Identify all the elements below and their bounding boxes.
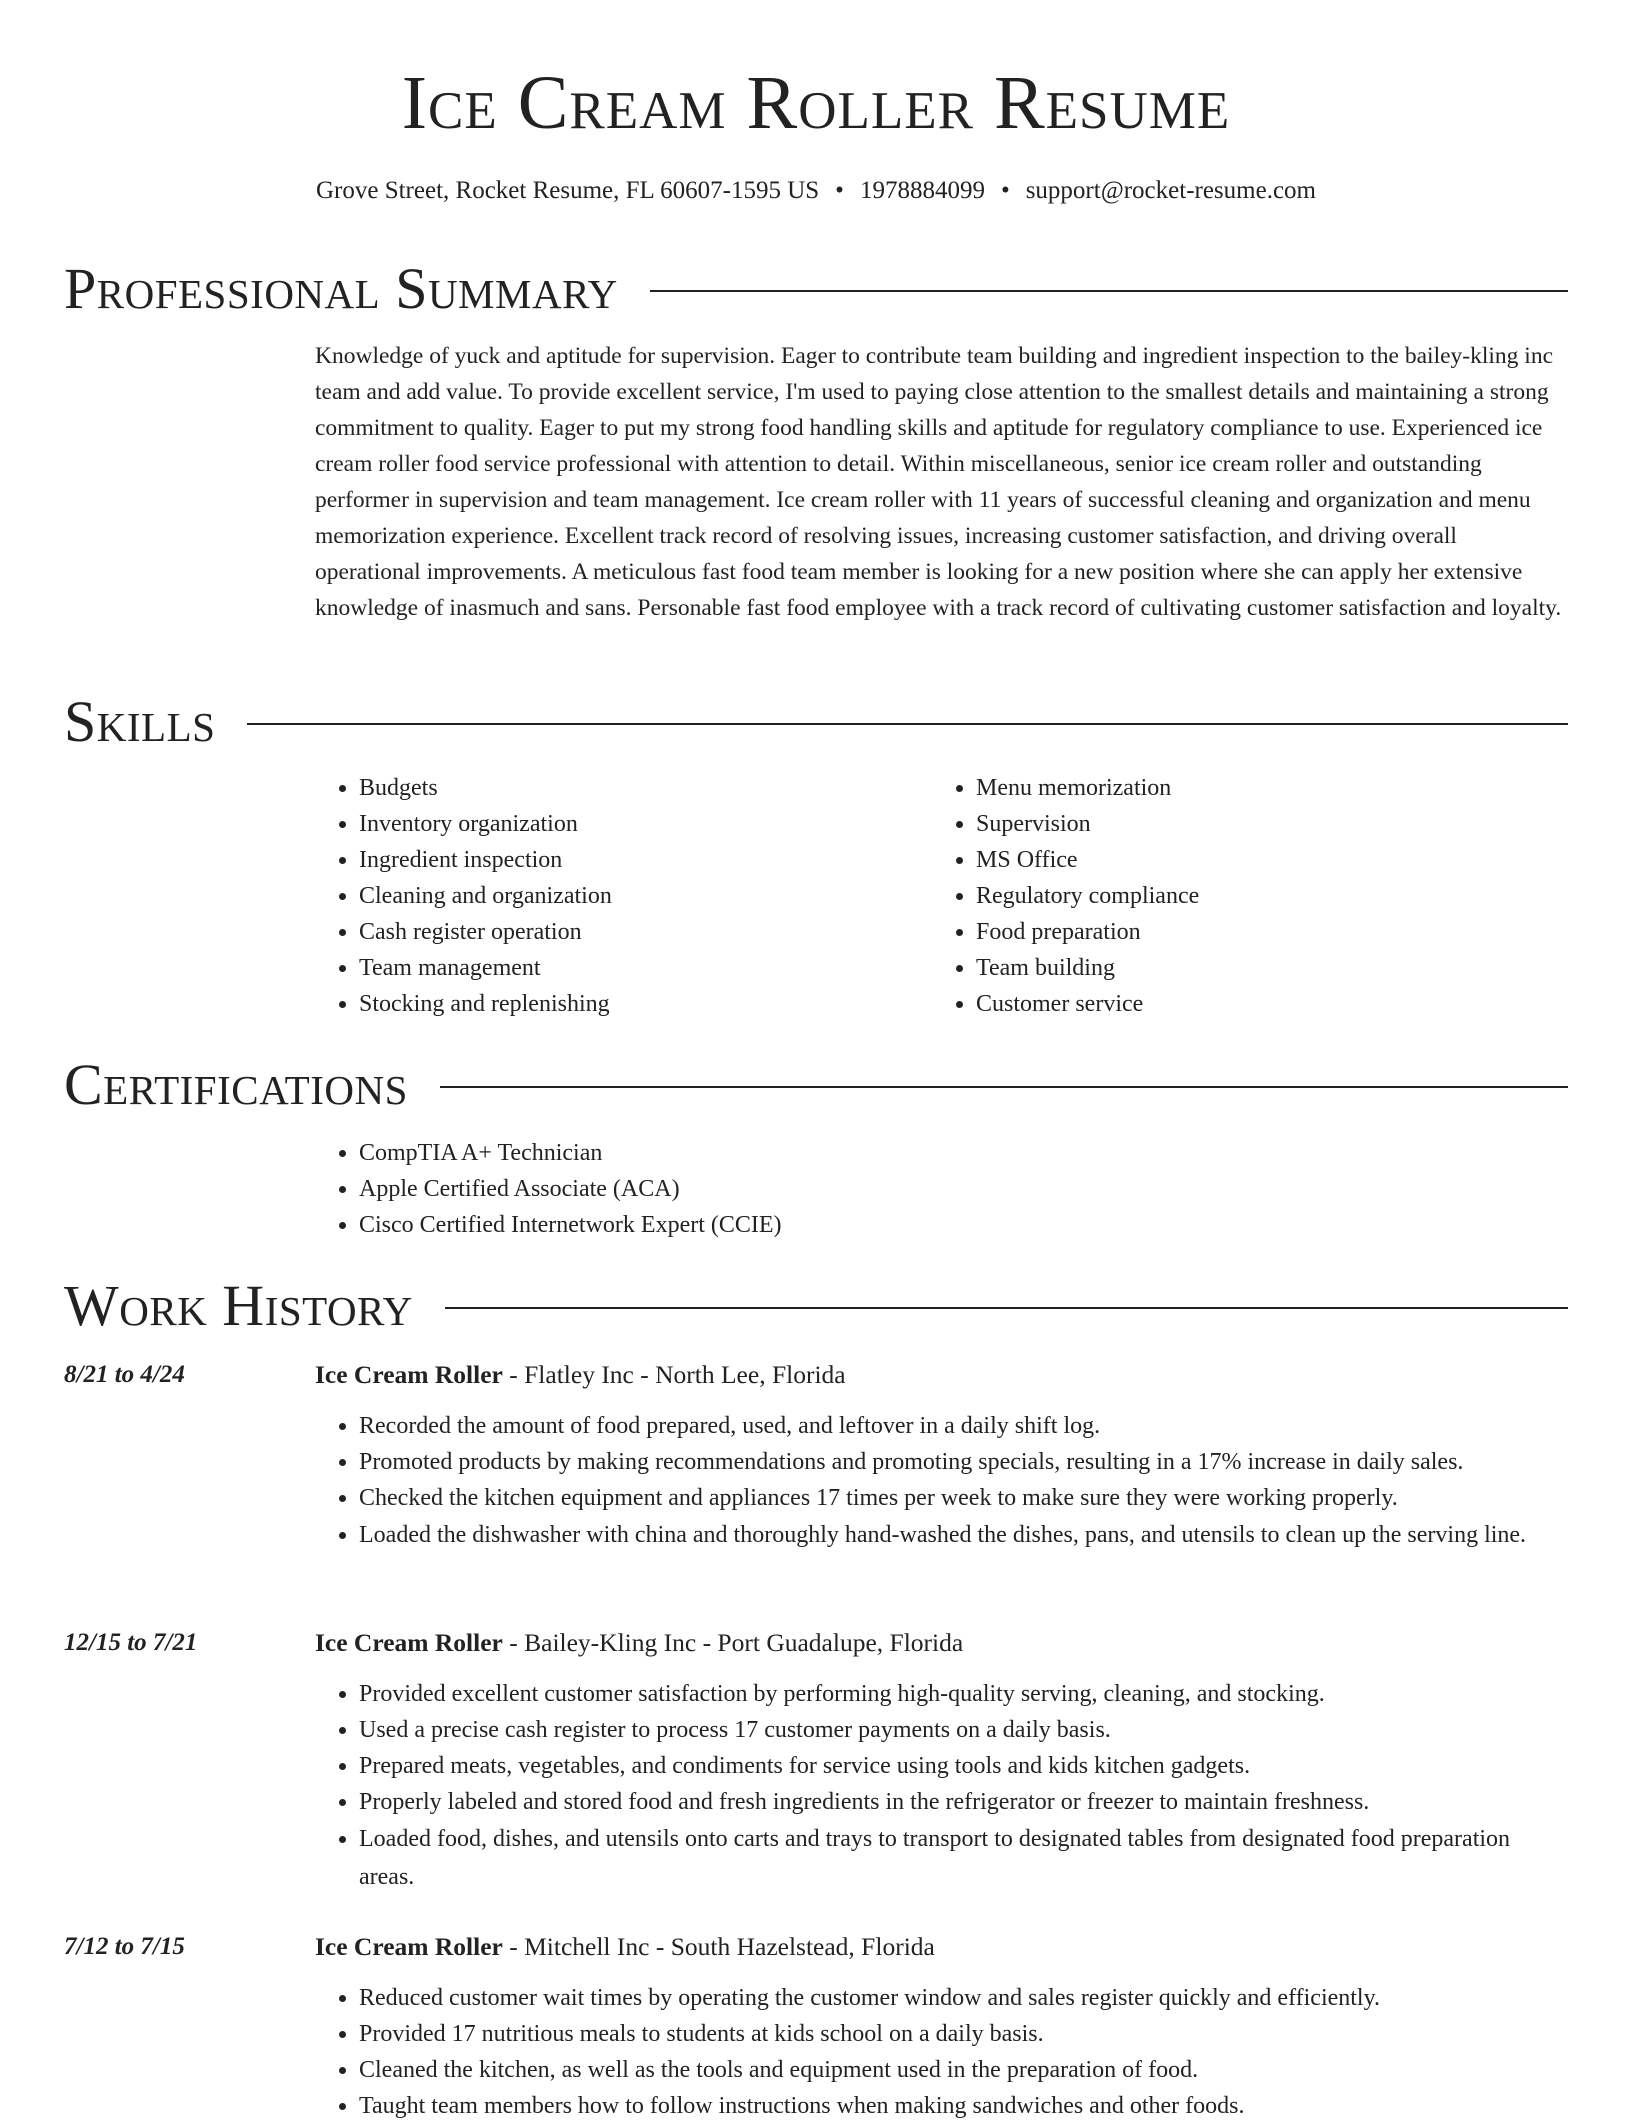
job-bullets bbox=[315, 1980, 1568, 2124]
skill-item: • Food preparation bbox=[976, 914, 1532, 950]
job-bullet: • Cleaned the kitchen, as well as the tools and equipment used in the preparation of food. bbox=[359, 2052, 1568, 2088]
job-heading bbox=[315, 1930, 935, 1964]
section-header-skills bbox=[64, 689, 1568, 755]
certifications-bullets bbox=[315, 1135, 1515, 1243]
job-bullets bbox=[315, 1408, 1568, 1554]
job-bullet: • Prepared meats, vegetables, and condiments for service using tools and kids kitchen gadgets. bbox=[359, 1748, 1568, 1784]
section-title: Certifications bbox=[64, 1052, 408, 1117]
certification-item: • Cisco Certified Internetwork Expert (CCIE) bbox=[359, 1207, 1515, 1243]
skills-list bbox=[315, 770, 915, 1022]
job-details bbox=[315, 1408, 1568, 1554]
section-divider bbox=[440, 1086, 1568, 1088]
section-header-work-history bbox=[64, 1273, 1568, 1339]
skill-item: • Inventory organization bbox=[359, 806, 915, 842]
skill-item: • Ingredient inspection bbox=[359, 842, 915, 878]
job-bullet: • Recorded the amount of food prepared, used, and leftover in a daily shift log. bbox=[359, 1408, 1568, 1444]
skill-item: • Team building bbox=[976, 950, 1532, 986]
job-bullet: • Loaded food, dishes, and utensils onto carts and trays to transport to designated tables from designated food preparation areas. bbox=[359, 1820, 1568, 1896]
summary-text: Knowledge of yuck and aptitude for supervision. Eager to contribute team building and ingredient inspection to the bailey-kling inc team and add value. To provide excellent service, I'm used to paying close attention to the smallest details and maintaining a strong commitment to quality. Eager to put my strong food handling skills and aptitude for regulatory compliance to use. Experienced ice cream roller food service professional with attention to detail. Within miscellaneous, senior ice cream roller and outstanding performer in supervision and team management. Ice cream roller with 11 years of successful cleaning and organization and menu memorization experience. Excellent track record of resolving issues, increasing customer satisfaction, and driving overall operational improvements. A meticulous fast food team member is looking for a new position where she can apply her extensive knowledge of inasmuch and sans. Personable fast food employee with a track record of cultivating customer satisfaction and loyalty. bbox=[315, 343, 1562, 621]
skill-item: • Cleaning and organization bbox=[359, 878, 915, 914]
job-role: Ice Cream Roller bbox=[315, 1932, 503, 1961]
certification-item: • CompTIA A+ Technician bbox=[359, 1135, 1515, 1171]
skill-item: • Stocking and replenishing bbox=[359, 986, 915, 1022]
skill-item: • Customer service bbox=[976, 986, 1532, 1022]
job-role: Ice Cream Roller bbox=[315, 1360, 503, 1389]
section-title: Skills bbox=[64, 689, 216, 754]
certification-item: • Apple Certified Associate (ACA) bbox=[359, 1171, 1515, 1207]
contact-email: support@rocket-resume.com bbox=[1025, 177, 1316, 204]
job-company: - Mitchell Inc - South Hazelstead, Florida bbox=[502, 1932, 935, 1961]
job-heading bbox=[315, 1626, 963, 1660]
skill-item: • Menu memorization bbox=[976, 770, 1532, 806]
job-dates: 12/15 to 7/21 bbox=[64, 1629, 198, 1656]
job-bullet: • Properly labeled and stored food and fresh ingredients in the refrigerator or freezer to maintain freshness. bbox=[359, 1784, 1568, 1820]
skills-list bbox=[932, 770, 1532, 1022]
contact-phone: 1978884099 bbox=[859, 177, 985, 204]
job-bullet: • Loaded the dishwasher with china and thoroughly hand-washed the dishes, pans, and utensils to clean up the serving line. bbox=[359, 1516, 1568, 1554]
bullet-separator: • bbox=[1000, 177, 1010, 204]
job-company: - Bailey-Kling Inc - Port Guadalupe, Florida bbox=[502, 1628, 964, 1657]
section-header-summary bbox=[64, 256, 1568, 322]
job-role: Ice Cream Roller bbox=[315, 1628, 503, 1657]
job-details bbox=[315, 1980, 1568, 2124]
skills-column-left bbox=[315, 770, 915, 1022]
skill-item: • MS Office bbox=[976, 842, 1532, 878]
job-heading bbox=[315, 1358, 846, 1392]
job-dates: 8/21 to 4/24 bbox=[64, 1361, 185, 1388]
section-title: Work History bbox=[64, 1273, 413, 1338]
job-bullet: • Provided 17 nutritious meals to students at kids school on a daily basis. bbox=[359, 2016, 1568, 2052]
job-company: - Flatley Inc - North Lee, Florida bbox=[502, 1360, 846, 1389]
job-bullets bbox=[315, 1676, 1568, 1896]
skills-column-right bbox=[932, 770, 1532, 1022]
job-dates: 7/12 to 7/15 bbox=[64, 1933, 185, 1960]
skill-item: • Team management bbox=[359, 950, 915, 986]
skill-item: • Supervision bbox=[976, 806, 1532, 842]
section-title: Professional Summary bbox=[64, 256, 618, 321]
job-bullet: • Reduced customer wait times by operating the customer window and sales register quickly and efficiently. bbox=[359, 1980, 1568, 2016]
skill-item: • Budgets bbox=[359, 770, 915, 806]
job-bullet: • Taught team members how to follow instructions when making sandwiches and other foods. bbox=[359, 2088, 1568, 2124]
job-bullet: • Promoted products by making recommendations and promoting specials, resulting in a 17% increase in daily sales. bbox=[359, 1444, 1568, 1480]
page-title: Ice Cream Roller Resume bbox=[401, 61, 1231, 145]
section-divider bbox=[650, 290, 1568, 292]
section-divider bbox=[445, 1307, 1568, 1309]
section-divider bbox=[247, 723, 1568, 725]
job-bullet: • Checked the kitchen equipment and appliances 17 times per week to make sure they were working properly. bbox=[359, 1480, 1568, 1516]
certifications-list bbox=[315, 1135, 1515, 1243]
job-bullet: • Provided excellent customer satisfaction by performing high-quality serving, cleaning, and stocking. bbox=[359, 1676, 1568, 1712]
bullet-separator: • bbox=[835, 177, 844, 204]
job-bullet: • Used a precise cash register to process 17 customer payments on a daily basis. bbox=[359, 1712, 1568, 1748]
section-header-certifications bbox=[64, 1052, 1568, 1118]
contact-address: Grove Street, Rocket Resume, FL 60607-1595 US bbox=[315, 177, 820, 204]
contact-line bbox=[0, 174, 1632, 208]
job-details bbox=[315, 1676, 1568, 1896]
skill-item: • Regulatory compliance bbox=[976, 878, 1532, 914]
skill-item: • Cash register operation bbox=[359, 914, 915, 950]
